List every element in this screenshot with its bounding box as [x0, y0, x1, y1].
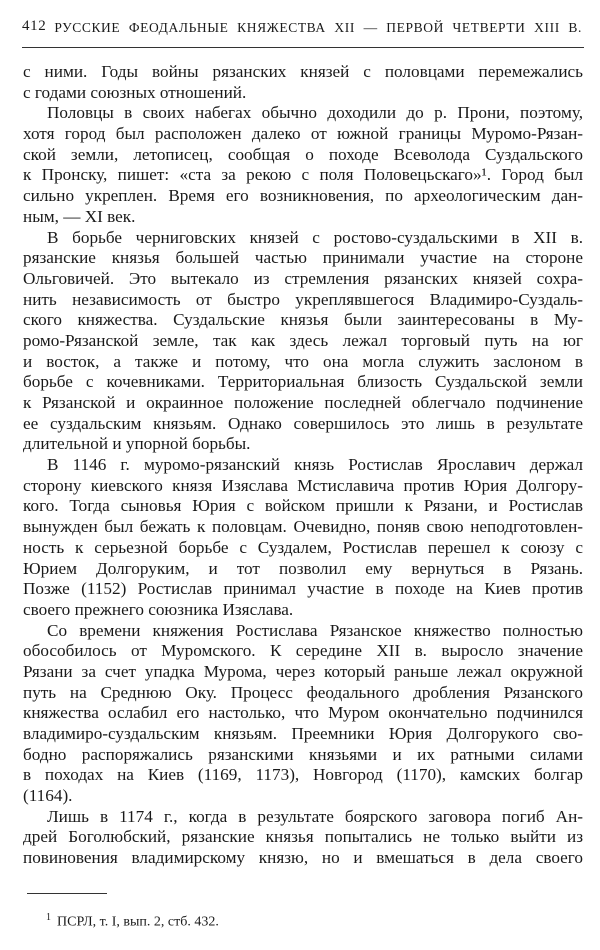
- text-line: сторону киевского князя Изяслава Мстиславича против Юрия Долгору-: [23, 475, 583, 495]
- paragraph: [23, 621, 583, 807]
- paragraph: [23, 228, 583, 456]
- text-line: ского княжества. Суздальские князья были заинтересованы в Му-: [23, 310, 583, 330]
- footnote-text: ПСРЛ, т. I, вып. 2, стб. 432.: [57, 914, 219, 930]
- text-line: В борьбе черниговских князей с ростово-суздальскими в XII в.: [47, 227, 583, 247]
- text-line: к Пронску, пишет: «ста за рекою с поля Половецьскаго»¹. Город был: [23, 165, 583, 185]
- text-line: длительной и упорной борьбы.: [23, 434, 251, 454]
- header-rule: [22, 47, 584, 48]
- text-line: княжества ослабил его настолько, что Муром окончательно подчинился: [23, 703, 583, 723]
- text-line: дрей Боголюбский, рязанские князья попытались не только выйти из: [23, 827, 583, 847]
- paragraph: [23, 62, 583, 103]
- footnote: [46, 912, 219, 931]
- text-line: Со времени княжения Ростислава Рязанское княжество полностью: [47, 620, 583, 640]
- text-line: В 1146 г. муромо-рязанский князь Ростислав Ярославич держал: [47, 455, 583, 475]
- text-line: ромо-Рязанской земле, так как здесь лежал торговый путь на юг: [23, 330, 583, 350]
- text-line: (1164).: [23, 786, 73, 806]
- text-line: нить независимость от быстро укреплявшегося Владимиро-Суздаль-: [23, 289, 583, 309]
- text-line: кого. Тогда сыновья Юрия с войском пришли к Рязани, и Ростислав: [23, 496, 583, 516]
- text-line: ность к серьезной борьбе с Суздалем, Ростислав перешел к союзу с: [23, 537, 583, 557]
- text-line: Ольговичей. Это вытекало из стремления рязанских князей сохра-: [23, 268, 583, 288]
- text-line: Позже (1152) Ростислав принимал участие в походе на Киев против: [23, 579, 583, 599]
- text-line: своего прежнего союзника Изяслава.: [23, 599, 294, 619]
- main-text: [23, 62, 583, 869]
- text-line: ее суздальским князьям. Однако совершилось это лишь в результате: [23, 413, 583, 433]
- text-line: ской земли, летописец, сообщая о походе Всеволода Суздальского: [23, 144, 583, 164]
- page-number: 412: [22, 18, 47, 34]
- text-line: с ними. Годы войны рязанских князей с половцами перемежались: [23, 62, 583, 81]
- text-line: обособилось от Муромского. К середине XII в. выросло значение: [23, 641, 583, 661]
- text-line: в походах на Киев (1169, 1173), Новгород (1170), камских болгар: [23, 765, 583, 785]
- text-line: к Рязанской и окраинное положение последней облегчало подчинение: [23, 393, 583, 412]
- text-line: Юрием Долгоруким, и тот позволил ему вернуться в Рязань.: [23, 558, 583, 578]
- paragraph: [23, 103, 583, 227]
- text-line: владимиро-суздальским князьям. Преемники Юрия Долгорукого сво-: [23, 724, 583, 743]
- text-line: с годами союзных отношений.: [23, 82, 247, 102]
- running-title: РУССКИЕ ФЕОДАЛЬНЫЕ КНЯЖЕСТВА XII — ПЕРВОЙ ЧЕТВЕРТИ XIII В.: [54, 20, 582, 35]
- text-line: вынужден был бежать к половцам. Очевидно, поняв свою неподготовлен-: [23, 517, 583, 537]
- text-line: бодно распоряжались рязанскими князьями и их ратными силами: [23, 744, 583, 764]
- footnote-separator: [27, 893, 107, 894]
- paragraph: [23, 807, 583, 869]
- text-line: хотя город был расположен далеко от южной границы Муромо-Рязан-: [23, 124, 583, 144]
- text-line: сильно укреплен. Время его возникновения, по археологическим дан-: [23, 186, 583, 206]
- text-line: Рязани за счет упадка Мурома, через который раньше лежал окружной: [23, 661, 583, 681]
- text-line: повиновения владимирскому князю, но и вмешаться в дела своего: [23, 848, 583, 868]
- text-line: ным, — XI век.: [23, 206, 136, 226]
- text-line: и восток, а также и потому, что она могла служить заслоном в: [23, 351, 583, 371]
- paragraph: [23, 455, 583, 621]
- text-line: Лишь в 1174 г., когда в результате боярского заговора погиб Ан-: [47, 806, 583, 826]
- footnote-marker: 1: [46, 912, 51, 923]
- text-line: путь на Среднюю Оку. Процесс феодального дробления Рязанского: [23, 682, 583, 702]
- text-line: Половцы в своих набегах обычно доходили до р. Прони, поэтому,: [47, 103, 583, 123]
- text-line: рязанские князья большей частью принимали участие на стороне: [23, 248, 583, 268]
- text-line: борьбе с кочевниками. Территориальная близость Суздальской земли: [23, 372, 583, 392]
- running-header: [22, 18, 582, 36]
